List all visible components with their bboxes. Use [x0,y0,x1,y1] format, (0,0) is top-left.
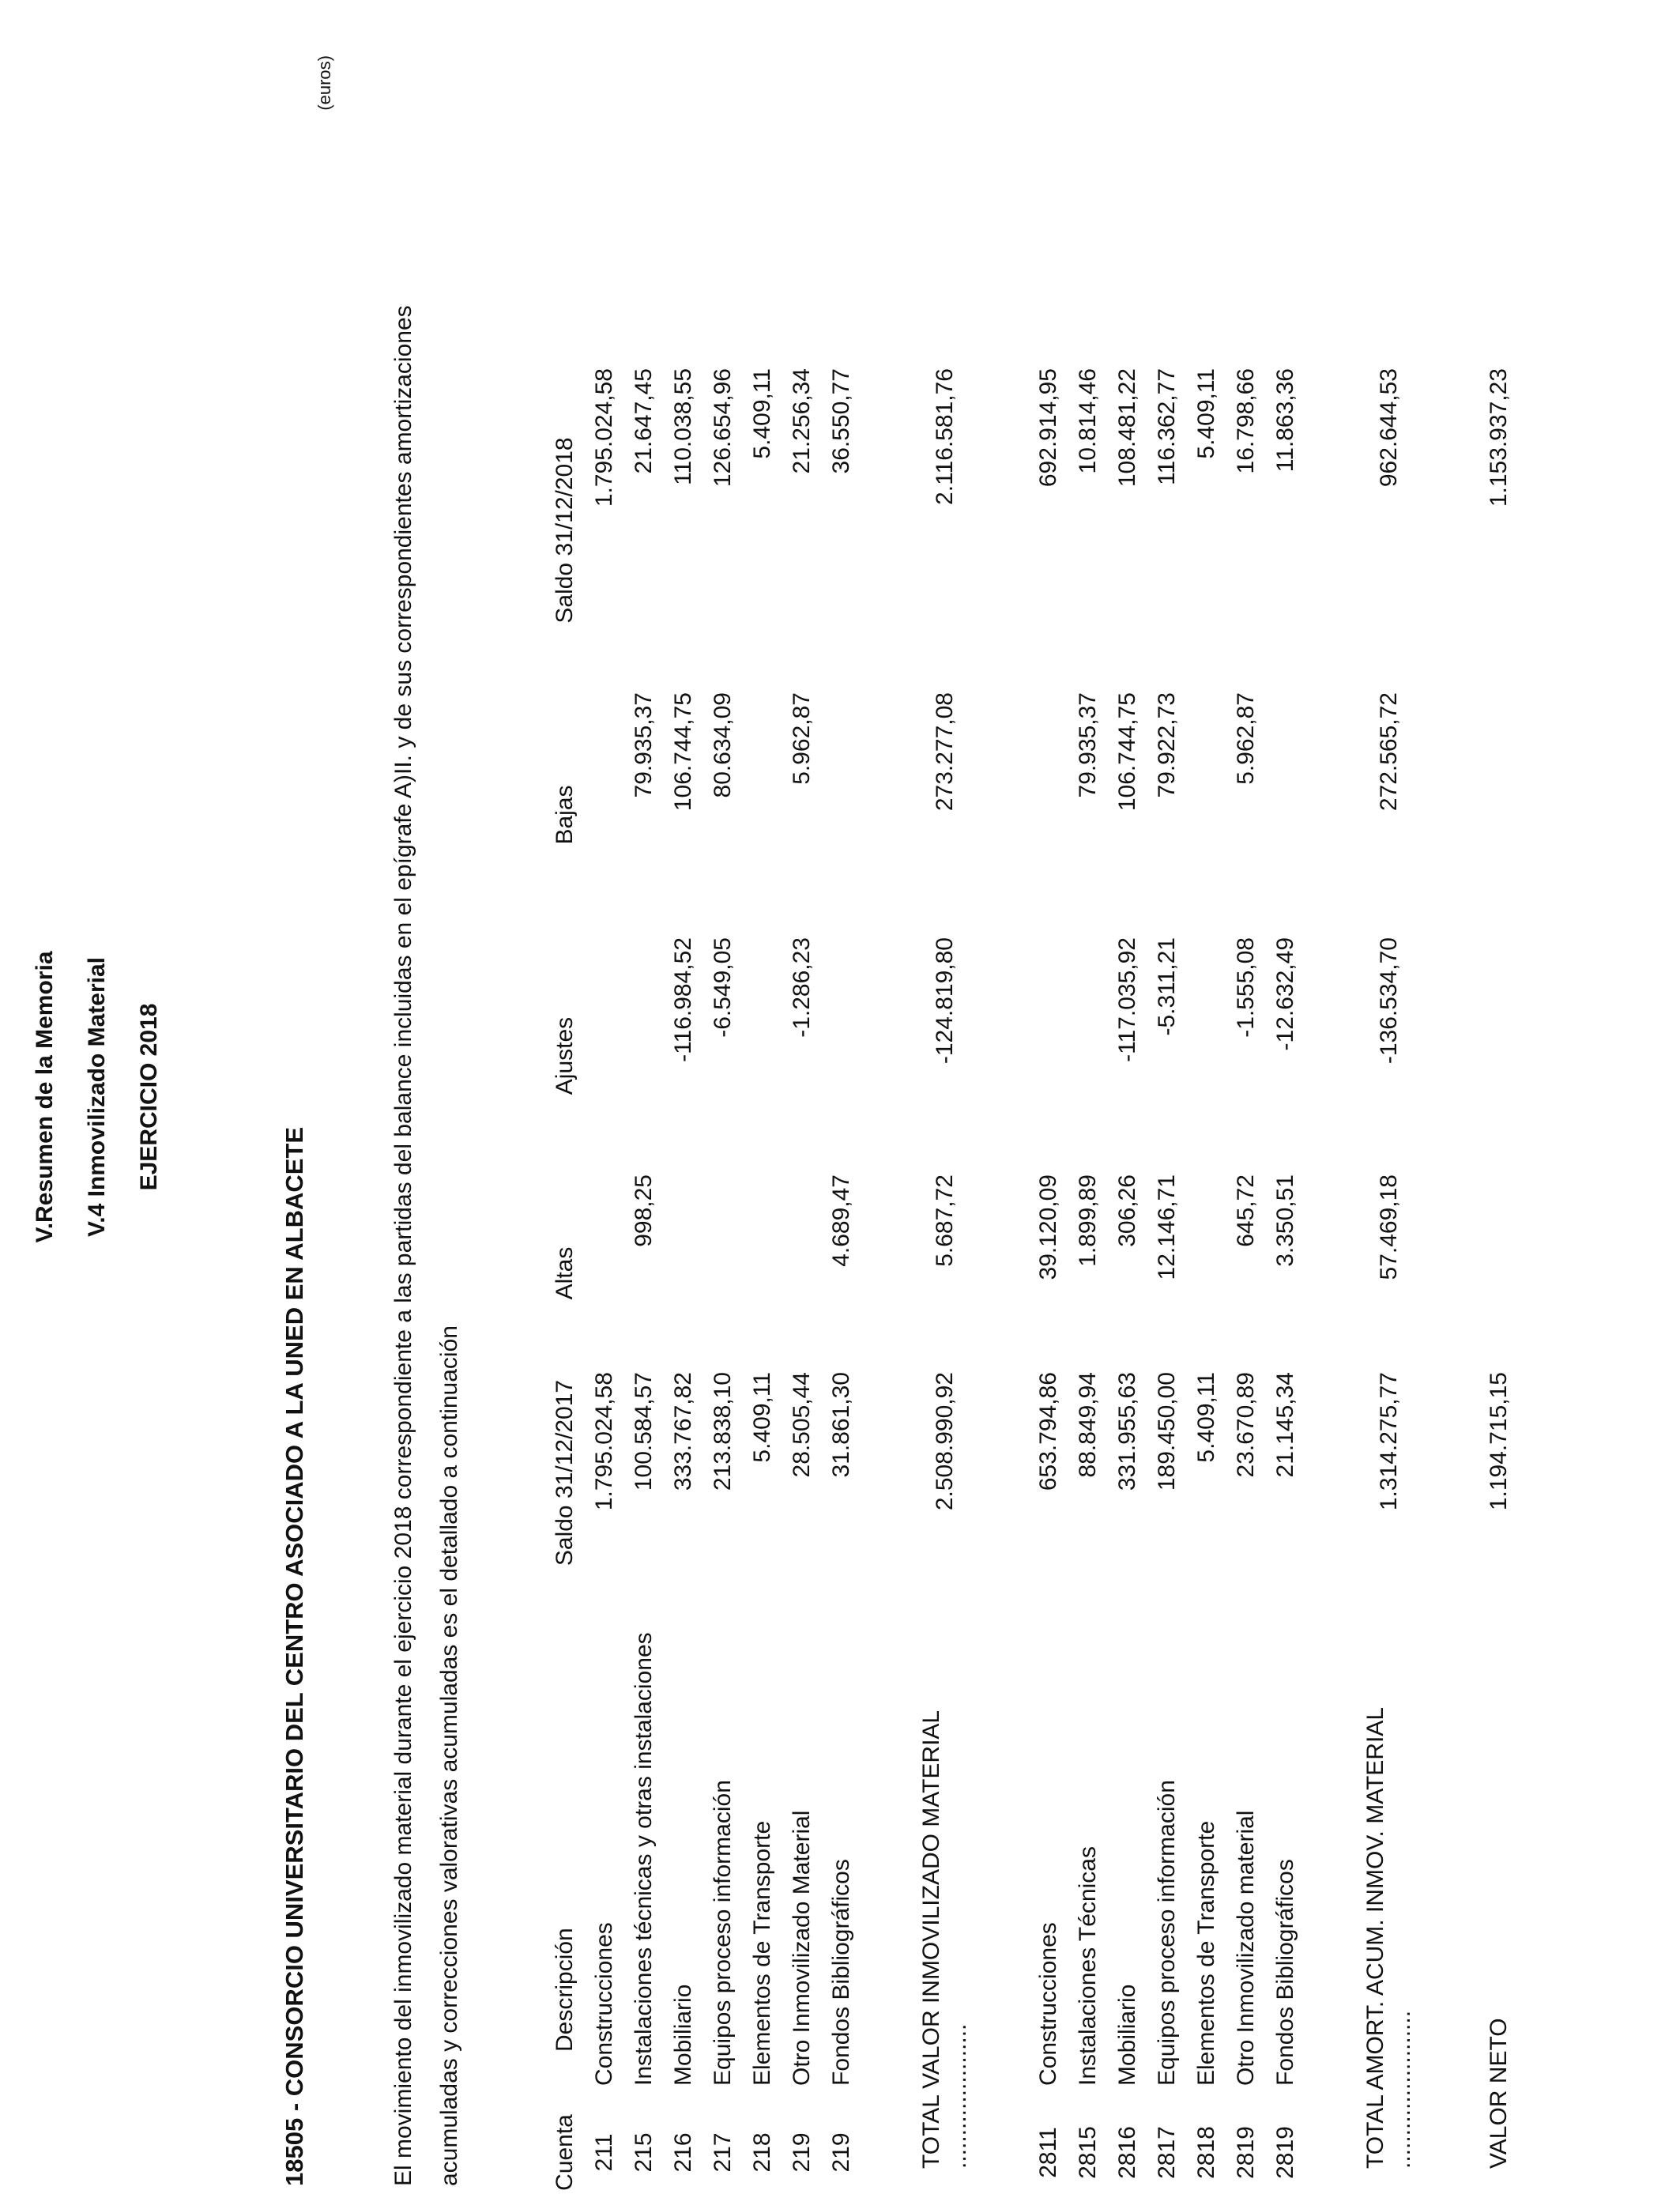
cuenta-cell: 2818 [1193,2126,1219,2179]
altas-cell: 39.120,09 [1035,1174,1061,1280]
total-label: TOTAL AMORT. ACUM. INMOV. MATERIAL ........................ [1362,1708,1415,2169]
table-header-row [545,368,585,2194]
altas-cell: 306,26 [1114,1174,1140,1247]
altas-cell [1187,1174,1226,1372]
spacer-cell [972,368,1029,2194]
cost-row [624,368,664,2194]
bajas-cell [1187,692,1226,937]
saldo-2018-cell: 108.481,22 [1114,368,1140,488]
descripcion-cell: Otro Inmovilizado Material [789,1810,815,2086]
cuenta-cell: 2817 [1154,2126,1180,2179]
amortization-row [1266,368,1305,2194]
col-header-ajustes: Ajustes [552,1016,578,1095]
ajustes-cell: -117.035,92 [1114,937,1140,1062]
bajas-cell: 273.277,08 [932,692,958,812]
col-header-cuenta: Cuenta [552,2114,578,2191]
altas-cell: 57.469,18 [1376,1174,1402,1280]
cuenta-cell: 2819 [1233,2126,1259,2179]
ajustes-cell: -136.534,70 [1376,937,1402,1065]
saldo-2017-cell: 5.409,11 [1193,1372,1219,1463]
amortization-row [1226,368,1266,2194]
ajustes-cell: -5.311,21 [1154,937,1180,1036]
spacer-row [1305,368,1362,2194]
altas-cell: 4.689,47 [828,1174,854,1267]
bajas-cell [822,692,861,937]
organization-heading: 18505 - CONSORCIO UNIVERSITARIO DEL CENTRO ASOCIADO A LA UNED EN ALBACETE [281,1126,308,2186]
col-header-bajas: Bajas [552,785,578,845]
descripcion-cell: Mobiliario [670,1984,696,2086]
amortization-row [1029,368,1068,2194]
amortization-row [1187,368,1226,2194]
saldo-2018-cell: 5.409,11 [749,368,775,459]
altas-cell [703,1174,743,1372]
saldo-2017-cell: 1.795.024,58 [591,1372,617,1511]
intro-line-1: El movimiento del inmovilizado material durante el ejercicio 2018 correspondiente a las partidas del balance incluidas en el epígrafe A)II. y de sus correspondientes amortizaciones [390,305,416,2186]
altas-cell: 1.899,89 [1075,1174,1101,1267]
saldo-2017-cell: 21.145,34 [1272,1372,1298,1478]
descripcion-cell: Mobiliario [1114,1984,1140,2086]
bajas-cell: 5.962,87 [1233,692,1259,785]
memoria-title: V.Resumen de la Memoria [32,951,58,1243]
cost-row [743,368,782,2194]
ajustes-cell [1187,937,1226,1174]
cuenta-cell: 217 [710,2132,736,2173]
saldo-2017-cell: 100.584,57 [631,1372,657,1491]
cost-row [664,368,703,2194]
cuenta-cell: 215 [631,2132,657,2173]
net-blank-cell [1479,692,1519,1372]
saldo-2018-cell: 126.654,96 [710,368,736,488]
bajas-cell [1029,692,1068,937]
saldo-2018-cell: 110.038,55 [670,368,696,485]
descripcion-cell: Equipos proceso información [1154,1780,1180,2086]
saldo-2018-cell: 116.362,77 [1154,368,1180,485]
intro-line-2: acumuladas y correcciones valorativas acumuladas es el detallado a continuación [436,1325,462,2186]
cuenta-cell: 219 [789,2132,815,2173]
altas-cell: 998,25 [631,1174,657,1247]
amortization-row [1068,368,1108,2194]
ajustes-cell [585,937,624,1174]
ajustes-cell [743,937,782,1174]
cuenta-cell: 2816 [1114,2126,1140,2179]
net-saldo-2018-cell: 1.153.937,23 [1486,368,1512,507]
net-saldo-2017-cell: 1.194.715,15 [1486,1372,1512,1511]
descripcion-cell: Instalaciones Técnicas [1075,1846,1101,2086]
altas-cell: 12.146,71 [1154,1174,1180,1280]
altas-cell [782,1174,822,1372]
cuenta-cell: 2815 [1075,2126,1101,2179]
bajas-cell: 79.922,73 [1154,692,1180,798]
bajas-cell: 272.565,72 [1376,692,1402,812]
descripcion-cell: Otro Inmovilizado material [1233,1810,1259,2086]
ajustes-cell: -1.286,23 [789,937,815,1038]
saldo-2017-cell: 23.670,89 [1233,1372,1259,1478]
ajustes-cell [822,937,861,1174]
cost-row [822,368,861,2194]
units-label: (euros) [315,55,334,111]
bajas-cell [585,692,624,937]
ajustes-cell: -124.819,80 [932,937,958,1065]
saldo-2017-cell: 189.450,00 [1154,1372,1180,1491]
ajustes-cell: -1.555,08 [1233,937,1259,1038]
saldo-2018-cell: 10.814,46 [1075,368,1101,474]
bajas-cell: 79.935,37 [1075,692,1101,798]
saldo-2017-cell: 28.505,44 [789,1372,815,1478]
ajustes-cell [1068,937,1108,1174]
altas-cell: 3.350,51 [1272,1174,1298,1267]
saldo-2018-cell: 5.409,11 [1193,368,1219,459]
saldo-2017-cell: 333.767,82 [670,1372,696,1491]
saldo-2018-cell: 21.256,34 [789,368,815,474]
saldo-2018-cell: 962.644,53 [1376,368,1402,488]
col-header-saldo-2017: Saldo 31/12/2017 [552,1379,578,1566]
spacer-cell [1305,368,1362,2194]
bajas-cell: 106.744,75 [670,692,696,812]
net-value-label: VALOR NETO [1486,2018,1512,2169]
altas-cell: 5.687,72 [932,1174,958,1267]
altas-cell [743,1174,782,1372]
bajas-cell: 80.634,09 [710,692,736,798]
amortization-row [1108,368,1147,2194]
cuenta-cell: 211 [591,2133,617,2172]
total-cost-row [918,368,972,2194]
altas-cell: 645,72 [1233,1174,1259,1247]
descripcion-cell: Elementos de Transporte [749,1820,775,2086]
cost-row [782,368,822,2194]
saldo-2017-cell: 331.955,63 [1114,1372,1140,1491]
total-amortization-row [1362,368,1416,2194]
saldo-2018-cell: 11.863,36 [1272,368,1298,473]
descripcion-cell: Construcciones [1035,1922,1061,2086]
saldo-2017-cell: 1.314.275,77 [1376,1372,1402,1511]
movement-table [545,368,1519,2194]
spacer-cell [861,368,918,2194]
spacer-row [1416,368,1479,2194]
spacer-row [861,368,918,2194]
altas-cell [664,1174,703,1372]
saldo-2017-cell: 2.508.990,92 [932,1372,958,1511]
descripcion-cell: Fondos Bibliográficos [828,1859,854,2086]
bajas-cell: 79.935,37 [631,692,657,798]
section-title: V.4 Inmovilizado Material [84,957,110,1238]
bajas-cell [743,692,782,937]
ajustes-cell: -12.632,49 [1272,937,1298,1051]
descripcion-cell: Construcciones [591,1922,617,2086]
cost-row [585,368,624,2194]
spacer-row [972,368,1029,2194]
exercise-title: EJERCICIO 2018 [136,1003,162,1191]
saldo-2018-cell: 2.116.581,76 [932,368,958,505]
saldo-2018-cell: 16.798,66 [1233,368,1259,474]
saldo-2017-cell: 213.838,10 [710,1372,736,1491]
descripcion-cell: Instalaciones técnicas y otras instalaciones [631,1632,657,2086]
saldo-2017-cell: 31.861,30 [828,1372,854,1478]
bajas-cell: 106.744,75 [1114,692,1140,812]
amortization-row [1147,368,1187,2194]
cuenta-cell: 219 [828,2132,854,2173]
saldo-2018-cell: 1.795.024,58 [591,368,617,507]
saldo-2017-cell: 5.409,11 [749,1372,775,1463]
descripcion-cell: Elementos de Transporte [1193,1820,1219,2086]
cuenta-cell: 2811 [1035,2127,1061,2178]
net-value-row [1479,368,1519,2194]
spacer-cell [1416,368,1479,2194]
saldo-2018-cell: 692.914,95 [1035,368,1061,488]
ajustes-cell [624,937,664,1174]
cuenta-cell: 218 [749,2132,775,2173]
descripcion-cell: Fondos Bibliográficos [1272,1859,1298,2086]
saldo-2017-cell: 653.794,86 [1035,1372,1061,1491]
intro-paragraph [381,5,473,2186]
total-label: TOTAL VALOR INMOVILIZADO MATERIAL ...................... [918,1711,971,2169]
bajas-cell: 5.962,87 [789,692,815,785]
saldo-2018-cell: 36.550,77 [828,368,854,474]
col-header-descripcion: Descripción [552,1928,578,2052]
altas-cell [585,1174,624,1372]
bajas-cell [1266,692,1305,937]
ajustes-cell: -6.549,05 [710,937,736,1038]
descripcion-cell: Equipos proceso información [710,1780,736,2086]
ajustes-cell [1029,937,1068,1174]
col-header-altas: Altas [552,1246,578,1300]
col-header-saldo-2018: Saldo 31/12/2018 [552,437,578,624]
saldo-2018-cell: 21.647,45 [631,368,657,474]
saldo-2017-cell: 88.849,94 [1075,1372,1101,1478]
cuenta-cell: 2819 [1272,2126,1298,2179]
cuenta-cell: 216 [670,2132,696,2173]
cost-row [703,368,743,2194]
ajustes-cell: -116.984,52 [670,937,696,1062]
